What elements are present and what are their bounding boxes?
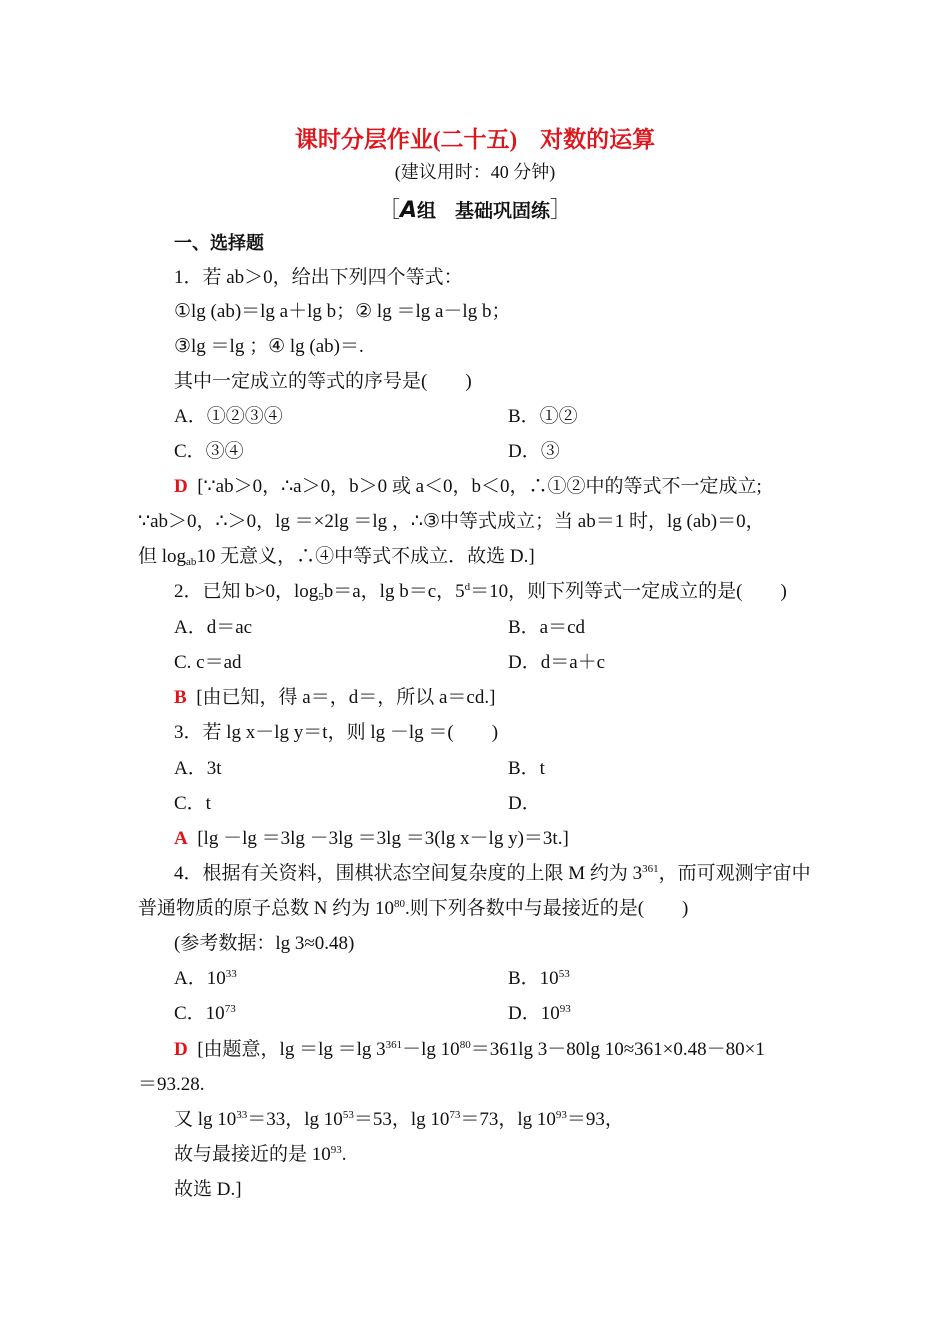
q3-stem: 3．若 lg x－lg y＝t，则 lg －lg ＝( ) [174,722,499,743]
q1-exp3-post: 10 无意义，∴④中等式不成立．故选 D.] [196,546,535,567]
q1-line1: ①lg (ab)＝lg a＋lg b；② lg ＝lg a－lg b； [174,301,511,322]
group-header [0,193,950,224]
q1-line2: ③lg ＝lg ；④ lg (ab)＝. [174,336,364,357]
q1-option-d: D．③ [508,441,560,462]
q4-optB-pre: B．10 [508,968,559,989]
q4-optB-sup: 53 [558,968,570,980]
q4-optD-pre: D．10 [508,1003,560,1024]
q4-optC-sup: 73 [224,1003,236,1015]
q4-explanation-line4 [174,1143,347,1167]
q3-explanation [174,827,569,851]
q2-option-a: A．d＝ac [174,617,253,638]
q4-exp3-e: ＝93， [566,1109,624,1130]
q4-stem2-post: .则下列各数中与最接近的是( ) [404,898,689,919]
q1-option-b: B．①② [508,406,578,427]
q4-exp4-sup: 93 [330,1144,342,1156]
q4-exp1-post: ＝361lg 3－80lg 10≈361×0.48－80×1 [470,1039,765,1060]
group-letter: A [399,198,417,223]
section-heading: 一、选择题 [174,233,264,254]
q4-stem2-pre: 普通物质的原子总数 N 约为 10 [138,898,394,919]
q4-explanation-line3 [174,1108,624,1132]
q1-explanation-line2: ∵ab＞0，∴＞0，lg ＝×2lg ＝lg ，∴③中等式成立；当 ab＝1 时，lg (ab)＝0， [138,511,765,532]
q4-option-b [508,967,570,991]
q4-optC-pre: C．10 [174,1003,225,1024]
q1-line3: 其中一定成立的等式的序号是( ) [174,371,472,392]
q2-stem-post: ＝10，则下列等式一定成立的是( ) [470,581,787,602]
q4-stem2-sup: 80 [393,898,405,910]
q4-reference: (参考数据：lg 3≈0.48) [174,933,355,954]
q4-exp3-a-sup: 33 [236,1109,248,1121]
q4-option-d [508,1002,571,1026]
q1-explanation-line1 [174,475,762,499]
q4-stem1-pre: 4．根据有关资料，围棋状态空间复杂度的上限 M 约为 3 [174,863,643,884]
q4-explanation-line5: 故选 D.] [174,1179,242,1200]
q4-exp4-pre: 故与最接近的是 10 [174,1144,331,1165]
q3-option-c: C．t [174,793,211,814]
q4-exp3-d-sup: 93 [555,1109,567,1121]
group-left-bracket: ［ [377,197,400,222]
q4-optD-sup: 93 [559,1003,571,1015]
q1-stem: 1．若 ab＞0，给出下列四个等式： [174,267,463,288]
q2-stem-mid: b＝a，lg b＝c，5 [323,581,465,602]
q3-option-d: D． [508,793,541,814]
q4-exp3-b-sup: 53 [342,1109,354,1121]
q4-optA-pre: A．10 [174,968,226,989]
q1-option-a: A．①②③④ [174,406,283,427]
group-right-bracket: ］ [550,197,573,222]
q4-option-c [174,1002,236,1026]
q4-explanation-line1 [174,1038,765,1062]
q4-stem1-post: ，而可观测宇宙中 [658,863,811,884]
q3-option-a: A．3t [174,758,222,779]
q2-option-b: B．a＝cd [508,617,586,638]
q2-stem-sup: d [464,581,471,593]
q2-stem-pre: 2．已知 b>0，log [174,581,319,602]
q4-exp3-c-sup: 73 [449,1109,461,1121]
q4-stem-line1 [174,862,811,886]
q2-answer: B [174,687,187,708]
page-title: 课时分层作业(二十五) 对数的运算 [294,127,656,152]
q1-explanation-line3 [138,545,535,569]
q2-stem [174,580,787,604]
group-label: 组 基础巩固练 [417,200,551,222]
q1-exp1-text: [∵ab＞0，∴a＞0，b＞0 或 a＜0，b＜0，∴①②中的等式不一定成立; [197,476,762,497]
q4-stem-line2 [138,897,688,921]
q4-answer: D [174,1039,188,1060]
q3-answer: A [174,828,188,849]
q2-option-d: D．d＝a＋c [508,652,606,673]
q4-exp1-sup1: 361 [385,1039,403,1051]
q1-option-c: C．③④ [174,441,244,462]
q2-option-c: C. c＝ad [174,652,242,673]
q4-exp1-mid: －lg 10 [402,1039,460,1060]
q3-option-b: B．t [508,758,545,779]
q4-optA-sup: 33 [225,968,237,980]
q4-exp3-d: ＝73，lg 10 [460,1109,556,1130]
q4-explanation-line2: ＝93.28. [138,1074,205,1095]
q2-exp-text: [由已知，得 a＝，d＝，所以 a＝cd.] [196,687,496,708]
q4-exp3-c: ＝53，lg 10 [353,1109,450,1130]
q4-option-a [174,967,237,991]
q3-exp-text: [lg －lg ＝3lg －3lg ＝3lg ＝3(lg x－lg y)＝3t.] [197,828,569,849]
q4-exp1-pre: [由题意，lg ＝lg ＝lg 3 [197,1039,386,1060]
q2-stem-sub: 5 [318,591,324,603]
q4-exp3-b: ＝33，lg 10 [247,1109,343,1130]
q4-exp3-a: 又 lg 10 [174,1109,237,1130]
q4-exp1-sup2: 80 [459,1039,471,1051]
time-suggestion: (建议用时：40 分钟) [394,162,556,182]
q2-explanation [174,686,495,710]
q1-exp3-sub: ab [186,556,197,568]
q1-exp3-pre: 但 log [138,546,187,567]
q4-stem1-sup: 361 [642,863,659,875]
q4-exp4-post: . [341,1144,347,1165]
q1-answer: D [174,476,188,497]
